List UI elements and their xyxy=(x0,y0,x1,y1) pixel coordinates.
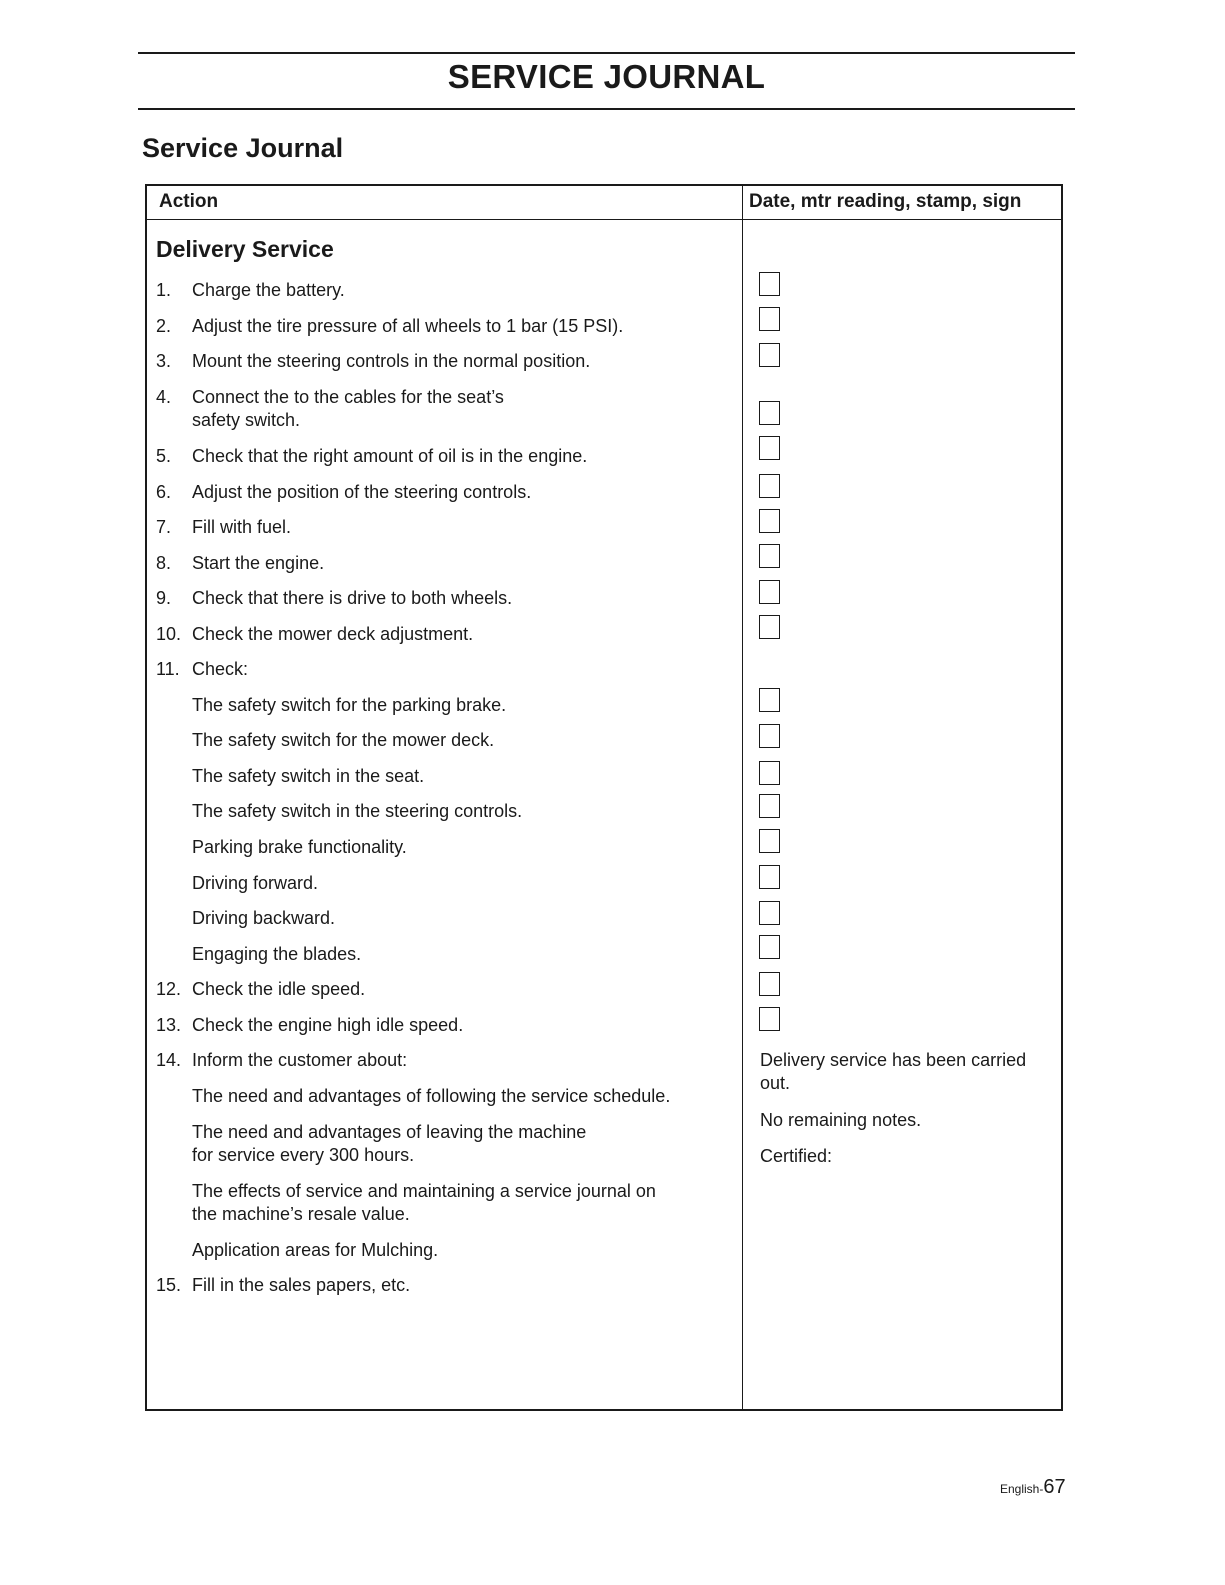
item-text: The safety switch in the seat. xyxy=(192,766,425,786)
item-text: Fill in the sales papers, etc. xyxy=(192,1275,411,1295)
column-header-date: Date, mtr reading, stamp, sign xyxy=(749,191,1022,212)
item-text: The effects of service and maintaining a service journal on the machine’s resale value. xyxy=(192,1181,656,1224)
item-text: The safety switch in the steering controls. xyxy=(192,801,523,821)
checkbox-charge-battery[interactable] xyxy=(759,272,780,296)
item-number: 11. xyxy=(156,659,180,679)
checkbox-driving-forward[interactable] xyxy=(759,865,780,889)
footer-language: English- xyxy=(1000,1482,1044,1496)
checkbox-engaging-blades[interactable] xyxy=(759,935,780,959)
item-text: Driving backward. xyxy=(192,908,336,928)
item-text: The need and advantages of leaving the machine for service every 300 hours. xyxy=(192,1122,587,1165)
item-text: Check the engine high idle speed. xyxy=(192,1015,464,1035)
item-number: 3. xyxy=(156,351,172,371)
item-text: Driving forward. xyxy=(192,873,319,893)
page-footer xyxy=(1000,1476,1066,1499)
item-number: 8. xyxy=(156,553,172,573)
item-text: Charge the battery. xyxy=(192,280,345,300)
item-number: 13. xyxy=(156,1015,182,1035)
item-text: Application areas for Mulching. xyxy=(192,1240,439,1260)
item-text: Start the engine. xyxy=(192,553,325,573)
item-text: Parking brake functionality. xyxy=(192,837,407,857)
item-text: Mount the steering controls in the normal position. xyxy=(192,351,591,371)
item-number: 12. xyxy=(156,979,182,999)
item-text: Check the mower deck adjustment. xyxy=(192,624,474,644)
checkbox-mount-steering[interactable] xyxy=(759,343,780,367)
item-number: 7. xyxy=(156,517,172,537)
table-header xyxy=(147,186,1061,220)
checkbox-parking-brake-switch[interactable] xyxy=(759,688,780,712)
checkbox-fuel[interactable] xyxy=(759,509,780,533)
checkbox-driving-backward[interactable] xyxy=(759,901,780,925)
column-header-action: Action xyxy=(159,191,219,212)
item-text: Engaging the blades. xyxy=(192,944,362,964)
item-number: 6. xyxy=(156,482,172,502)
checkbox-safety-switch-cables[interactable] xyxy=(759,401,780,425)
page-number: 67 xyxy=(1043,1476,1066,1498)
checkbox-mower-deck-adjustment[interactable] xyxy=(759,615,780,639)
item-text: Check that the right amount of oil is in the engine. xyxy=(192,446,588,466)
checkbox-high-idle-speed[interactable] xyxy=(759,1007,780,1031)
checkbox-start-engine[interactable] xyxy=(759,544,780,568)
checkbox-mower-deck-switch[interactable] xyxy=(759,724,780,748)
section-title: Service Journal xyxy=(142,133,344,163)
item-text: Adjust the position of the steering controls. xyxy=(192,482,532,502)
item-text: Inform the customer about: xyxy=(192,1050,408,1070)
item-text: Check: xyxy=(192,659,249,679)
item-text: The safety switch for the mower deck. xyxy=(192,730,495,750)
checkbox-steering-position[interactable] xyxy=(759,474,780,498)
item-number: 9. xyxy=(156,588,172,608)
item-text: Adjust the tire pressure of all wheels to 1 bar (15 PSI). xyxy=(192,316,624,336)
item-number: 10. xyxy=(156,624,182,644)
item-text: The safety switch for the parking brake. xyxy=(192,695,507,715)
bottom-rule xyxy=(138,108,1075,110)
item-number: 14. xyxy=(156,1050,182,1070)
item-text: The need and advantages of following the service schedule. xyxy=(192,1086,671,1106)
group-title: Delivery Service xyxy=(156,236,334,262)
top-rule xyxy=(138,52,1075,54)
item-number: 4. xyxy=(156,387,172,407)
service-journal-table xyxy=(145,184,1063,1411)
remarks-note: No remaining notes. xyxy=(760,1110,922,1130)
checkbox-drive-wheels[interactable] xyxy=(759,580,780,604)
item-text: Fill with fuel. xyxy=(192,517,292,537)
item-number: 2. xyxy=(156,316,172,336)
checkbox-seat-switch[interactable] xyxy=(759,761,780,785)
certified-label: Certified: xyxy=(760,1146,833,1166)
completion-note: Delivery service has been carried out. xyxy=(760,1050,1027,1093)
item-number: 5. xyxy=(156,446,172,466)
item-number: 15. xyxy=(156,1275,182,1295)
checkbox-steering-switch[interactable] xyxy=(759,794,780,818)
checkbox-idle-speed[interactable] xyxy=(759,972,780,996)
column-divider xyxy=(742,186,743,1409)
item-text: Check that there is drive to both wheels. xyxy=(192,588,513,608)
checkbox-engine-oil[interactable] xyxy=(759,436,780,460)
page-title: SERVICE JOURNAL xyxy=(447,58,766,95)
checkbox-tire-pressure[interactable] xyxy=(759,307,780,331)
checkbox-parking-brake[interactable] xyxy=(759,829,780,853)
item-number: 1. xyxy=(156,280,172,300)
item-text: Check the idle speed. xyxy=(192,979,366,999)
item-text: Connect the to the cables for the seat’s safety switch. xyxy=(192,387,504,430)
